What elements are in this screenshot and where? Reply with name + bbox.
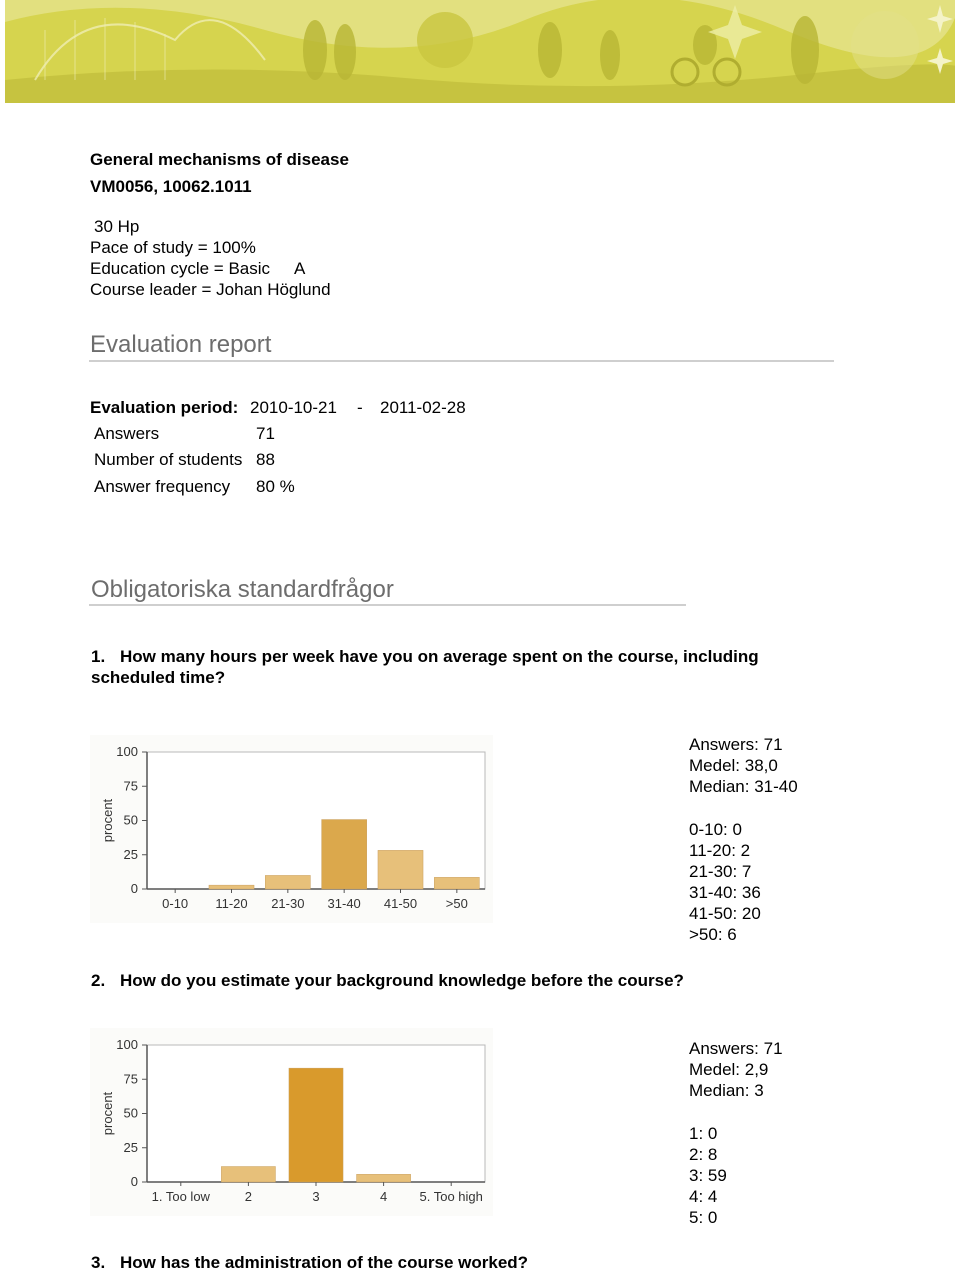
y-tick-label: 75 xyxy=(123,778,138,794)
plot-area xyxy=(147,752,485,889)
distribution-item: 5: 0 xyxy=(689,1208,718,1227)
course-cycle-level: A xyxy=(294,259,306,278)
distribution-item: 21-30: 7 xyxy=(689,862,752,881)
question-2-bar-chart xyxy=(90,1028,493,1216)
x-tick-label: 0-10 xyxy=(162,896,189,911)
question-1-stats xyxy=(689,734,798,797)
question-2-median: Median: 3 xyxy=(689,1081,764,1100)
bar xyxy=(289,1068,343,1182)
x-tick-label: 21-30 xyxy=(271,896,305,911)
section-title-rule xyxy=(89,604,686,606)
y-tick-label: 100 xyxy=(116,1037,138,1052)
question-3-text: How has the administration of the course worked? xyxy=(120,1253,529,1272)
course-code: VM0056, 10062.1011 xyxy=(90,177,252,196)
question-1-mean: Medel: 38,0 xyxy=(689,756,778,775)
students-value: 88 xyxy=(256,450,275,469)
bar xyxy=(221,1167,275,1182)
students-label: Number of students xyxy=(94,450,243,469)
distribution-item: 31-40: 36 xyxy=(689,883,761,902)
section-title: Obligatoriska standardfrågor xyxy=(91,576,394,603)
distribution-item: 41-50: 20 xyxy=(689,904,761,923)
question-1-distribution xyxy=(689,819,761,945)
question-1-median: Median: 31-40 xyxy=(689,777,798,796)
y-tick-label: 0 xyxy=(130,1174,138,1189)
frequency-label: Answer frequency xyxy=(94,477,231,496)
distribution-item: 11-20: 2 xyxy=(689,841,751,860)
x-tick-label: 5. Too high xyxy=(419,1189,483,1204)
report-title-rule xyxy=(89,360,834,362)
bar xyxy=(378,850,423,889)
y-tick-label: 25 xyxy=(123,846,138,862)
question-2-text: How do you estimate your background knowledge before the course? xyxy=(120,971,684,990)
distribution-item: >50: 6 xyxy=(689,925,737,944)
question-1-answers: Answers: 71 xyxy=(689,735,783,754)
x-tick-label: >50 xyxy=(445,896,468,911)
distribution-item: 3: 59 xyxy=(689,1166,727,1185)
course-cycle: Education cycle = Basic xyxy=(90,259,271,278)
bar xyxy=(209,885,254,889)
question-2-answers: Answers: 71 xyxy=(689,1039,783,1058)
report-title: Evaluation report xyxy=(90,331,272,358)
y-axis-label: procent xyxy=(100,798,115,843)
question-2-stats xyxy=(689,1038,783,1101)
y-tick-label: 0 xyxy=(130,881,138,896)
y-tick-label: 50 xyxy=(123,1105,138,1121)
period-start: 2010-10-21 xyxy=(250,398,337,417)
bar xyxy=(265,875,310,889)
period-separator: - xyxy=(357,398,363,417)
header-banner xyxy=(5,0,955,103)
bar xyxy=(434,877,479,889)
y-axis-label: procent xyxy=(100,1091,115,1136)
x-tick-label: 1. Too low xyxy=(151,1189,210,1204)
question-1-text-line2: scheduled time? xyxy=(91,668,226,687)
y-tick-label: 50 xyxy=(123,812,138,828)
course-credits: 30 Hp xyxy=(94,217,140,236)
answers-label: Answers xyxy=(94,424,160,443)
frequency-value: 80 % xyxy=(256,477,295,496)
x-tick-label: 4 xyxy=(379,1189,388,1204)
x-tick-label: 2 xyxy=(244,1189,253,1204)
distribution-item: 2: 8 xyxy=(689,1145,718,1164)
question-1-number: 1. xyxy=(91,647,106,666)
course-pace: Pace of study = 100% xyxy=(90,238,256,257)
y-tick-label: 25 xyxy=(123,1139,138,1155)
y-tick-label: 75 xyxy=(123,1071,138,1087)
distribution-item: 0-10: 0 xyxy=(689,820,742,839)
question-2-chart xyxy=(90,1028,493,1216)
period-label: Evaluation period: xyxy=(90,398,239,417)
bar xyxy=(357,1174,411,1182)
question-3-number: 3. xyxy=(91,1253,106,1272)
question-1-text: How many hours per week have you on average spent on the course, including xyxy=(120,647,759,666)
question-2-mean: Medel: 2,9 xyxy=(689,1060,769,1079)
bar xyxy=(322,820,367,889)
x-tick-label: 3 xyxy=(312,1189,320,1204)
course-name: General mechanisms of disease xyxy=(90,150,349,169)
x-tick-label: 11-20 xyxy=(215,896,248,911)
y-tick-label: 100 xyxy=(116,744,138,759)
answers-value: 71 xyxy=(256,424,275,443)
x-tick-label: 31-40 xyxy=(327,896,361,911)
distribution-item: 4: 4 xyxy=(689,1187,718,1206)
question-1-chart xyxy=(90,735,493,923)
x-tick-label: 41-50 xyxy=(383,896,418,911)
question-2-distribution xyxy=(689,1123,727,1228)
question-2-number: 2. xyxy=(91,971,106,990)
distribution-item: 1: 0 xyxy=(689,1124,718,1143)
course-leader: Course leader = Johan Höglund xyxy=(90,280,331,299)
question-1-bar-chart xyxy=(90,735,493,923)
period-end: 2011-02-28 xyxy=(380,398,466,417)
banner-illustration xyxy=(5,0,955,103)
